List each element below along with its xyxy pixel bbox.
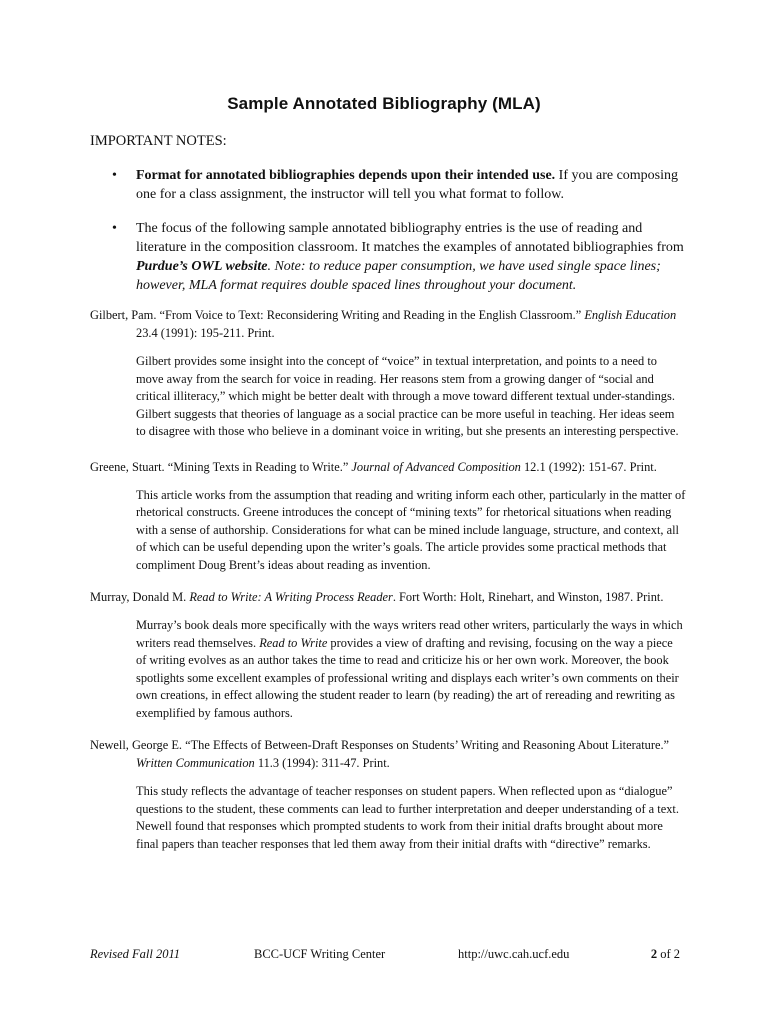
entry-annotation bbox=[136, 617, 686, 722]
current-page: 2 bbox=[650, 947, 658, 961]
citation-source-title: Written Communication bbox=[136, 756, 255, 770]
citation-text: Newell, George E. “The Effects of Between-Draft Responses on Students’ Writing and Reasoning About Literature.” bbox=[90, 738, 670, 752]
citation-source-title: Journal of Advanced Composition bbox=[351, 459, 521, 474]
note-item-format bbox=[110, 166, 690, 204]
citation-details: 23.4 (1991): 195-211. Print. bbox=[136, 326, 275, 340]
entry-citation bbox=[90, 306, 686, 342]
page-footer bbox=[90, 947, 680, 965]
bullet-icon: • bbox=[112, 221, 117, 236]
annotation-text: provides a view of drafting and revising, focusing on the way a piece of writing evolves as an author takes the time to read and criticize his or her own work. Moreover, the book spotlights some excellent examples of professional writing and displays each writer’s own comments on their own creations, in effect allowing the student reader to learn (by reading) the art of rereading and rewriting as exemplified by famous authors. bbox=[136, 635, 679, 720]
entry-citation bbox=[90, 588, 686, 606]
citation-details: 12.1 (1992): 151-67. Print. bbox=[520, 459, 657, 474]
website-url: http://uwc.cah.ucf.edu bbox=[458, 947, 570, 961]
bibliography-entries bbox=[90, 306, 686, 853]
note-text: If you are composing one for a class assignment, the instructor will tell you what format to follow. bbox=[136, 168, 679, 202]
notes-list bbox=[110, 166, 690, 310]
bullet-icon: • bbox=[112, 168, 117, 183]
owl-website-reference: Purdue’s OWL website bbox=[136, 259, 268, 274]
bibliography-entry bbox=[90, 588, 686, 722]
page-title: Sample Annotated Bibliography (MLA) bbox=[227, 94, 541, 113]
citation-source-title: Read to Write: A Writing Process Reader bbox=[189, 590, 393, 604]
notes-heading: IMPORTANT NOTES: bbox=[90, 133, 227, 149]
entry-citation bbox=[90, 736, 686, 772]
bibliography-entry bbox=[90, 458, 686, 575]
entry-annotation: Gilbert provides some insight into the concept of “voice” in textual interpretation, and points to a need to move away from the search for voice in reading. Her reasons stem from a growing danger of “social and critical illiteracy,” which might be better dealt with through a move toward different textual under-standings. Gilbert suggests that theories of language as a social practice can be more useful in teaching. Her ideas seem to disagree with those who believe in a dominant voice in writing, but she presents an interesting perspective. bbox=[136, 354, 679, 438]
note-italic-text: . Note: to reduce paper consumption, we have used single space lines; however, MLA format requires double spaced lines throughout your document. bbox=[136, 259, 661, 293]
citation-details: . Fort Worth: Holt, Rinehart, and Winston, 1987. Print. bbox=[392, 590, 664, 604]
page-total: of 2 bbox=[657, 947, 680, 961]
citation-details: 11.3 (1994): 311-47. Print. bbox=[254, 756, 390, 770]
revision-date: Revised Fall 2011 bbox=[90, 947, 181, 961]
annotation-text: Murray’s book deals more specifically with the ways writers read other writers, particularly the ways in which writers read themselves. bbox=[136, 618, 683, 650]
note-emphasis: Format for annotated bibliographies depends upon their intended use. bbox=[136, 168, 556, 183]
citation-text: Murray, Donald M. bbox=[90, 590, 190, 604]
entry-annotation: This article works from the assumption that reading and writing inform each other, particularly in the matter of rhetorical constructs. Greene introduces the concept of “mining texts” for rhetorical situations when reading with a sense of authorship. Considerations for what can be mined include language, structure, and context, all of which can be useful depending upon the writer’s goals. The article provides some practical methods that compliment Doug Brent’s ideas about reading as invention. bbox=[136, 487, 686, 572]
citation-source-title: English Education bbox=[584, 308, 677, 322]
writing-center-name: BCC-UCF Writing Center bbox=[254, 947, 386, 961]
note-text: The focus of the following sample annotated bibliography entries is the use of reading and literature in the composition classroom. It matches the examples of annotated bibliographies from bbox=[136, 221, 684, 255]
entry-citation bbox=[90, 458, 686, 476]
annotation-book-title: Read to Write bbox=[259, 635, 328, 650]
citation-text: Gilbert, Pam. “From Voice to Text: Reconsidering Writing and Reading in the English Classroom.” bbox=[90, 308, 585, 322]
entry-annotation: This study reflects the advantage of teacher responses on student papers. When reflected upon as “dialogue” questions to the student, these comments can lead to further interpretation and deeper understanding of a text. Newell found that responses which prompted students to work from their initial drafts brought about more final papers than teacher responses that led them away from their initial drafts with “directive” remarks. bbox=[136, 784, 679, 851]
citation-text: Greene, Stuart. “Mining Texts in Reading to Write.” bbox=[90, 459, 352, 474]
note-item-focus bbox=[110, 219, 690, 295]
bibliography-entry bbox=[90, 306, 686, 441]
page-number bbox=[651, 947, 680, 962]
bibliography-entry bbox=[90, 736, 686, 853]
